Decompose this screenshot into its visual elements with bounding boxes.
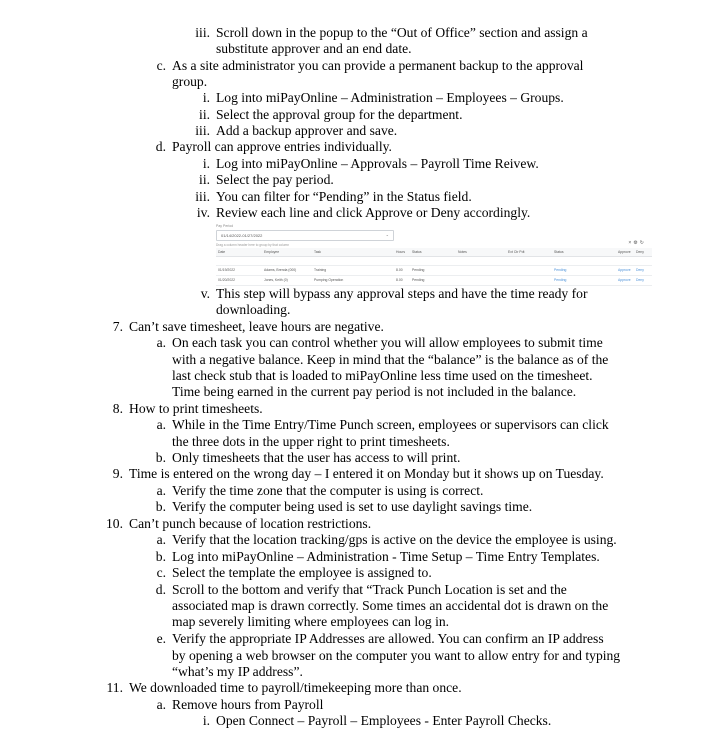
line-text: Time being earned in the current pay period is not included in the balance. [172, 384, 577, 399]
doc-line [172, 384, 576, 400]
line-text: Select the template the employee is assigned to. [172, 565, 432, 580]
table-cell: 8.00 [396, 268, 403, 272]
pay-period-label: Pay Period [216, 224, 234, 228]
doc-line [112, 466, 604, 482]
doc-line [112, 401, 263, 417]
doc-line [196, 205, 531, 221]
line-text: Review each line and click Approve or Deny accordingly. [216, 205, 531, 220]
table-cell: 01/19/2022 [218, 268, 235, 272]
line-text: associated map is drawn correctly. Some times an accidental dot is drawn on the [172, 598, 609, 613]
grid-column-header: Status [554, 250, 564, 254]
line-text: substitute approver and an end date. [216, 41, 412, 56]
list-marker: d. [155, 139, 166, 154]
list-marker: i. [202, 156, 210, 171]
list-marker: iv. [196, 205, 210, 220]
line-text: While in the Time Entry/Time Punch screen, employees or supervisors can click [172, 417, 609, 432]
line-text: You can filter for “Pending” in the Status field. [216, 189, 472, 204]
table-cell: Adams, Brenda (000) [264, 268, 297, 272]
list-marker: ii. [199, 107, 210, 122]
doc-line [172, 598, 608, 614]
doc-line [172, 664, 303, 680]
doc-line [106, 680, 462, 696]
line-text: Open Connect – Payroll – Employees - Enter Payroll Checks. [216, 713, 552, 728]
doc-line [202, 156, 539, 172]
doc-line [156, 565, 432, 581]
list-marker: 11. [106, 680, 123, 695]
list-marker: ii. [199, 172, 210, 187]
doc-line [155, 582, 567, 598]
list-marker: a. [156, 417, 166, 432]
doc-line [172, 614, 449, 630]
settings-icon: ⚙ [633, 240, 640, 246]
table-row [216, 266, 652, 276]
doc-line [202, 90, 564, 106]
doc-line [112, 319, 384, 335]
line-text: Select the pay period. [216, 172, 334, 187]
table-row [216, 276, 652, 286]
table-cell: Pumping Operation [314, 278, 344, 282]
doc-line [155, 450, 461, 466]
line-text: with a negative balance. Keep in mind that the “balance” is the balance as of the [172, 352, 609, 367]
table-cell: Training [314, 268, 327, 272]
chevron-down-icon: ⌄ [385, 232, 389, 237]
table-cell: 01/20/2022 [218, 278, 235, 282]
grid-column-header: Ext Ctr Pdt [508, 250, 525, 254]
doc-line [155, 139, 392, 155]
line-text: the three dots in the upper right to print timesheets. [172, 434, 450, 449]
line-text: On each task you can control whether you will allow employees to submit time [172, 335, 603, 350]
list-marker: i. [202, 713, 210, 728]
table-cell[interactable]: Deny [636, 278, 644, 282]
doc-line [156, 483, 484, 499]
line-text: Verify that the location tracking/gps is active on the device the employee is using. [172, 532, 617, 547]
list-marker: e. [156, 631, 166, 646]
line-text: Remove hours from Payroll [172, 697, 324, 712]
table-cell: Jones, Keith (0) [264, 278, 288, 282]
line-text: Only timesheets that the user has access to will print. [172, 450, 461, 465]
list-marker: i. [202, 90, 210, 105]
table-cell[interactable]: Approve [618, 278, 631, 282]
doc-line [156, 631, 604, 647]
table-cell: Pending [412, 278, 425, 282]
table-cell[interactable]: Deny [636, 268, 644, 272]
list-marker: 9. [112, 466, 123, 481]
line-text: downloading. [216, 302, 291, 317]
doc-line [202, 713, 552, 729]
line-text: Log into miPayOnline – Approvals – Payroll Time Reivew. [216, 156, 539, 171]
doc-line [172, 648, 620, 664]
grid-column-header: Approve [618, 250, 631, 254]
doc-line [172, 74, 207, 90]
list-marker: d. [155, 582, 166, 597]
list-marker: b. [155, 499, 166, 514]
line-text: Log into miPayOnline – Administration – Employees – Groups. [216, 90, 564, 105]
grid-column-header: Date [218, 250, 226, 254]
line-text: Can’t save timesheet, leave hours are negative. [129, 319, 384, 334]
doc-line [156, 58, 584, 74]
list-marker: c. [156, 565, 166, 580]
list-marker: a. [156, 483, 166, 498]
doc-line [172, 368, 593, 384]
close-icon: × [628, 240, 634, 246]
doc-line [216, 302, 290, 318]
list-marker: v. [200, 286, 210, 301]
line-text: Time is entered on the wrong day – I entered it on Monday but it shows up on Tuesday. [129, 466, 604, 481]
line-text: We downloaded time to payroll/timekeeping more than once. [129, 680, 462, 695]
grid-filter-row [216, 257, 652, 266]
line-text: Scroll to the bottom and verify that “Track Punch Location is set and the [172, 582, 567, 597]
line-text: Verify the time zone that the computer is using is correct. [172, 483, 484, 498]
doc-line [156, 335, 603, 351]
line-text: Verify the appropriate IP Addresses are allowed. You can confirm an IP address [172, 631, 604, 646]
line-text: last check stub that is loaded to miPayOnline less time used on the timesheet. [172, 368, 593, 383]
table-cell: 8.00 [396, 278, 403, 282]
list-marker: iii. [195, 25, 210, 40]
doc-line [156, 417, 609, 433]
doc-line [172, 434, 450, 450]
list-marker: a. [156, 697, 166, 712]
grid-header [216, 248, 652, 257]
list-marker: a. [156, 532, 166, 547]
line-text: How to print timesheets. [129, 401, 263, 416]
doc-line [156, 532, 617, 548]
doc-line [199, 172, 334, 188]
grid-column-header: Notes [458, 250, 467, 254]
grid-column-header: Task [314, 250, 321, 254]
table-cell: Pending [554, 278, 567, 282]
line-text: This step will bypass any approval steps and have the time ready for [216, 286, 588, 301]
doc-line [155, 499, 533, 515]
table-cell: Pending [412, 268, 425, 272]
doc-line [195, 25, 588, 41]
group-hint: Drag a column header here to group by that column [216, 243, 290, 247]
pay-period-value: 01/14/2022-01/27/2022 [221, 233, 263, 238]
line-text: Verify the computer being used is set to use daylight savings time. [172, 499, 533, 514]
line-text: Payroll can approve entries individually. [172, 139, 392, 154]
doc-line [195, 123, 398, 139]
list-marker: iii. [195, 123, 210, 138]
line-text: “what’s my IP address”. [172, 664, 303, 679]
grid-column-header: Status [412, 250, 422, 254]
doc-line [195, 189, 472, 205]
table-cell[interactable]: Approve [618, 268, 631, 272]
grid-toolbar [628, 240, 646, 246]
line-text: group. [172, 74, 208, 89]
table-cell: Pending [554, 268, 567, 272]
line-text: As a site administrator you can provide a permanent backup to the approval [172, 58, 584, 73]
doc-line [216, 41, 412, 57]
grid-column-header: Hours [396, 250, 406, 254]
doc-line [156, 697, 324, 713]
list-marker: a. [156, 335, 166, 350]
doc-line [199, 107, 463, 123]
refresh-icon: ↻ [639, 240, 646, 246]
list-marker: 10. [106, 516, 123, 531]
line-text: Can’t punch because of location restrictions. [129, 516, 372, 531]
line-text: Add a backup approver and save. [216, 123, 398, 138]
embedded-screenshot-payroll-time-review [216, 223, 652, 287]
doc-line [155, 549, 600, 565]
line-text: Select the approval group for the department. [216, 107, 463, 122]
doc-line [172, 352, 608, 368]
grid-column-header: Deny [636, 250, 644, 254]
doc-line [106, 516, 372, 532]
list-marker: 8. [112, 401, 123, 416]
list-marker: c. [156, 58, 166, 73]
pay-period-select [216, 230, 394, 241]
line-text: map severely limiting where employees can log in. [172, 614, 450, 629]
line-text: by opening a web browser on the computer you want to allow entry for and typing [172, 648, 621, 663]
list-marker: b. [155, 450, 166, 465]
list-marker: b. [155, 549, 166, 564]
line-text: Scroll down in the popup to the “Out of Office” section and assign a [216, 25, 588, 40]
doc-line [200, 286, 588, 302]
list-marker: 7. [112, 319, 123, 334]
grid-column-header: Employee [264, 250, 280, 254]
line-text: Log into miPayOnline – Administration - Time Setup – Time Entry Templates. [172, 549, 600, 564]
list-marker: iii. [195, 189, 210, 204]
